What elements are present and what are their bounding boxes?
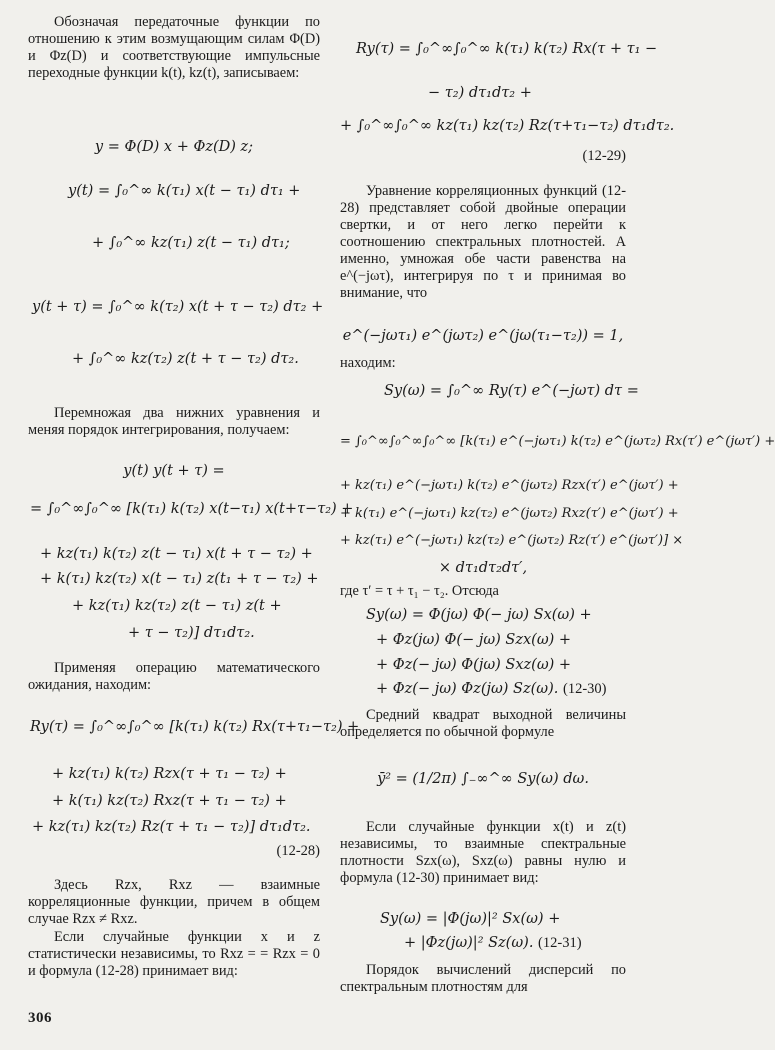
equation-ry-line2: + kz(τ₁) k(τ₂) Rzx(τ + τ₁ − τ₂) + [52, 766, 287, 782]
equation-sy-line6: × dτ₁dτ₂dτ′, [438, 560, 528, 576]
equation-ry-line1: Ry(τ) = ∫₀^∞∫₀^∞ [k(τ₁) k(τ₂) Rx(τ+τ₁−τ₂) + [30, 719, 360, 735]
equation-number-12-30: (12-30) [563, 681, 607, 697]
equation-sy-line5: + kz(τ₁) e^(−jωτ₁) kz(τ₂) e^(jωτ₂) Rz(τ′) e^(jωτ′)] × [340, 533, 684, 548]
equation-ry-line3: + k(τ₁) kz(τ₂) Rxz(τ + τ₁ − τ₂) + [52, 793, 287, 809]
equation-mean-square: ȳ² = (1/2π) ∫₋∞^∞ Sy(ω) dω. [377, 771, 589, 787]
equation-sy-line1: Sy(ω) = ∫₀^∞ Ry(τ) e^(−jωτ) dτ = [384, 383, 639, 399]
equation-number-12-31: (12-31) [538, 935, 582, 951]
equation-sy-indep-text: + |Φz(jω)|² Sz(ω). [404, 935, 534, 951]
equation-sy-line3: + kz(τ₁) e^(−jωτ₁) k(τ₂) e^(jωτ₂) Rzx(τ′) e^(jωτ′) + [340, 478, 679, 493]
equation-product-line4: + k(τ₁) kz(τ₂) x(t − τ₁) z(t₁ + τ − τ₂) + [40, 571, 319, 587]
equation-sy-result-line4 [376, 680, 626, 699]
equation-sy-result-line1: Sy(ω) = Φ(jω) Φ(− jω) Sx(ω) + [366, 607, 592, 623]
find-label: находим: [340, 355, 396, 371]
equation-y-t-tau-line1: y(t + τ) = ∫₀^∞ k(τ₂) x(t + τ − τ₂) dτ₂ + [32, 299, 324, 315]
independent-paragraph: Если случайные функции x и z статистически независимы, то Rxz = = Rzx = 0 и формула (12-28) принимает вид: [28, 929, 320, 979]
equation-y-t-line1: y(t) = ∫₀^∞ k(τ₁) x(t − τ₁) dτ₁ + [68, 183, 301, 199]
equation-ry-line4: + kz(τ₁) kz(τ₂) Rz(τ + τ₁ − τ₂)] dτ₁dτ₂. [32, 819, 311, 835]
equation-product-line3: + kz(τ₁) k(τ₂) z(t − τ₁) x(t + τ − τ₂) + [40, 546, 313, 562]
equation-sy-line4: + k(τ₁) e^(−jωτ₁) kz(τ₂) e^(jωτ₂) Rxz(τ′) e^(jωτ′) + [340, 506, 679, 521]
equation-product-line5: + kz(τ₁) kz(τ₂) z(t − τ₁) z(t + [72, 598, 282, 614]
order-paragraph: Порядок вычислений дисперсий по спектральным плотностям для [340, 962, 626, 995]
here-paragraph: Здесь Rzx, Rxz — взаимные корреляционные функции, причем в общем случае Rzx ≠ Rxz. [28, 877, 320, 927]
equation-number-text: (12-28) [276, 843, 320, 859]
mean-square-paragraph: Средний квадрат выходной величины определяется по обычной формуле [340, 707, 626, 740]
equation-ry-indep-line2: − τ₂) dτ₁dτ₂ + [428, 85, 532, 101]
equation-number-12-28 [28, 842, 320, 861]
independent2-paragraph: Если случайные функции x(t) и z(t) независимы, то взаимные спектральные плотности Szx(ω), Sxz(ω) равны нулю и формула (12-30) принимает вид: [340, 819, 626, 886]
intro-paragraph: Обозначая передаточные функции по отношению к этим возмущающим силам Φ(D) и Φz(D) и соответствующие импульсные переходные функции k(t), kz(t), записываем: [28, 14, 320, 81]
multiply-paragraph: Перемножая два нижних уравнения и меняя порядок интегрирования, получаем: [28, 405, 320, 438]
where-line: где τ′ = τ + τ₁ − τ₂. Отсюда [340, 583, 499, 599]
equation-ry-indep-line3: + ∫₀^∞∫₀^∞ kz(τ₁) kz(τ₂) Rz(τ+τ₁−τ₂) dτ₁dτ₂. [340, 118, 675, 134]
equation-sy-indep-line1: Sy(ω) = |Φ(jω)|² Sx(ω) + [380, 911, 561, 927]
equation-y-t-tau-line2: + ∫₀^∞ kz(τ₂) z(t + τ − τ₂) dτ₂. [72, 351, 299, 367]
equation-sy-result-line3: + Φz(− jω) Φ(jω) Sxz(ω) + [376, 657, 572, 673]
equation-exponent-identity: e^(−jωτ₁) e^(jωτ₂) e^(jω(τ₁−τ₂)) = 1, [342, 328, 624, 344]
equation-product-line6: + τ − τ₂)] dτ₁dτ₂. [128, 625, 255, 641]
correlation-paragraph: Уравнение корреляционных функций (12-28) представляет собой двойные операции свертки, и от него легко перейти к соотношению спектральных плотностей. А именно, умножая обе части равенства на e^(−jωτ), интегрируя по τ и принимая во внимание, что [340, 183, 626, 301]
equation-sy-line2: = ∫₀^∞∫₀^∞∫₀^∞ [k(τ₁) e^(−jωτ₁) k(τ₂) e^(jωτ₂) Rx(τ′) e^(jωτ′) + [340, 434, 775, 449]
equation-number-text: (12-29) [582, 148, 626, 164]
equation-transfer: y = Φ(D) x + Φz(D) z; [94, 139, 254, 155]
equation-sy-result-line2: + Φz(jω) Φ(− jω) Szx(ω) + [376, 632, 572, 648]
equation-sy-indep-line2 [404, 934, 626, 953]
equation-product-line1: y(t) y(t + τ) = [123, 463, 225, 479]
expectation-paragraph: Применяя операцию математического ожидания, находим: [28, 660, 320, 693]
equation-y-t-line2: + ∫₀^∞ kz(τ₁) z(t − τ₁) dτ₁; [92, 235, 290, 251]
page-number: 306 [28, 1010, 52, 1026]
equation-product-line2: = ∫₀^∞∫₀^∞ [k(τ₁) k(τ₂) x(t−τ₁) x(t+τ−τ₂) + [30, 501, 354, 517]
equation-number-12-29 [340, 147, 626, 166]
equation-ry-indep-line1: Ry(τ) = ∫₀^∞∫₀^∞ k(τ₁) k(τ₂) Rx(τ + τ₁ − [356, 41, 658, 57]
equation-sy-result-text: + Φz(− jω) Φz(jω) Sz(ω). [376, 681, 559, 697]
